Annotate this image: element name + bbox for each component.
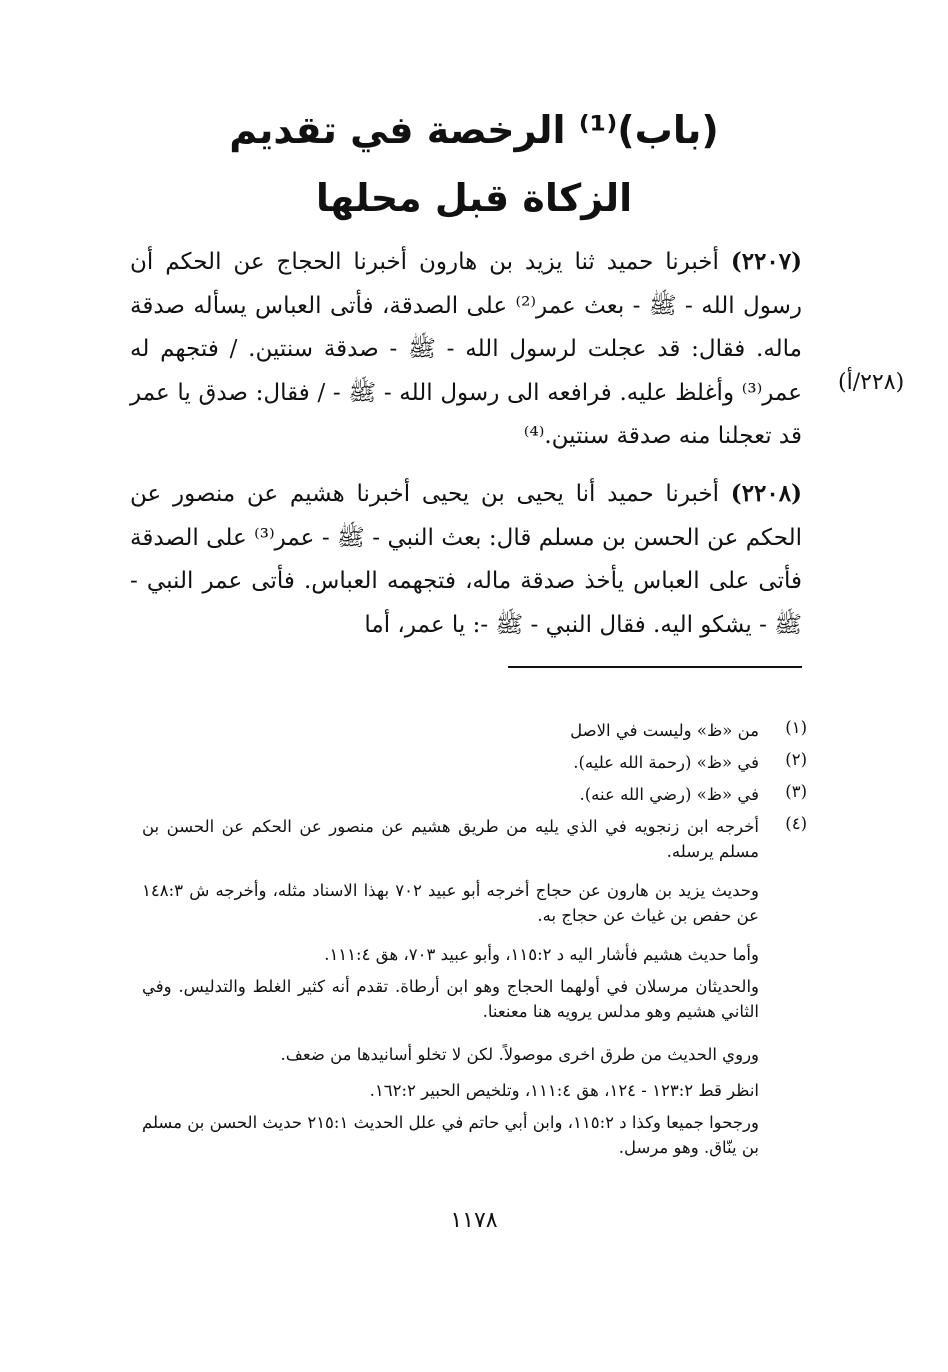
footnote-4	[142, 814, 807, 864]
footnote-4-paragraph: والحديثان مرسلان في أولهما الحجاج وهو ابن أرطاة. تقدم أنه كثير الغلط والتدليس. وفي الثاني هشيم وهو مدلس يرويه هنا معنعنا.	[142, 977, 759, 1021]
hadith-paragraph-2208	[130, 472, 802, 647]
footnote-4-paragraph: وروي الحديث من طرق اخرى موصولاً. لكن لا تخلو أسانيدها من ضعف.	[280, 1045, 759, 1064]
hadith-number: (٢٢٠٨)	[730, 480, 802, 507]
footnote-3	[142, 782, 807, 807]
footnote-text: من «ظ» وليست في الاصل	[570, 721, 759, 740]
chapter-title-line-1: (باب)⁽¹⁾ الرخصة في تقديم	[229, 108, 719, 152]
footnote-text: أخرجه ابن زنجويه في الذي يليه من طريق هشيم عن منصور عن الحكم عن الحسن بن مسلم يرسله.	[142, 817, 759, 861]
chapter-title-line-2: الزكاة قبل محلها	[315, 176, 633, 220]
footnote-number: (٣)	[785, 782, 807, 801]
footnote-number: (١)	[785, 718, 807, 737]
footnote-4-paragraph: انظر قط ١٢٣:٢ - ١٢٤، هق ١١١:٤، وتلخيص الحبير ١٦٢:٢.	[369, 1081, 759, 1100]
hadith-text: أخبرنا حميد ثنا يزيد بن هارون أخبرنا الحجاج عن الحكم أن رسول الله - ﷺ - بعث عمر⁽²⁾ على الصدقة، فأتى العباس يسأله صدقة ماله. فقال: قد عجلت لرسول الله - ﷺ - صدقة سنتين. / فتجهم له عمر⁽³⁾ وأغلظ عليه. فرافعه الى رسول الله - ﷺ - / فقال: صدق يا عمر قد تعجلنا منه صدقة سنتين.⁽⁴⁾	[130, 249, 802, 449]
hadith-paragraph-2207	[130, 240, 802, 459]
footnote-2	[142, 750, 807, 775]
footnote-1	[142, 718, 807, 743]
page-number: ١١٧٨	[450, 1208, 498, 1233]
footnote-text: في «ظ» (رضي الله عنه).	[579, 785, 759, 804]
footnote-text: في «ظ» (رحمة الله عليه).	[573, 753, 759, 772]
hadith-number: (٢٢٠٧)	[730, 248, 803, 275]
footnote-4-paragraph: وأما حديث هشيم فأشار اليه د ١١٥:٢، وأبو عبيد ٧٠٣، هق ١١١:٤.	[324, 945, 759, 964]
footnote-4-paragraph: ورجحوا جميعا وكذا د ١١٥:٢، وابن أبي حاتم في علل الحديث ٢١٥:١ حديث الحسن بن مسلم بن ينّاق. وهو مرسل.	[141, 1113, 759, 1157]
hadith-text: أخبرنا حميد أنا يحيى بن يحيى أخبرنا هشيم عن منصور عن الحكم عن الحسن بن مسلم قال: بعث النبي - ﷺ - عمر⁽³⁾ على الصدقة فأتى على العباس يأخذ صدقة ماله، فتجهمه العباس. فأتى عمر النبي - ﷺ - يشكو اليه. فقال النبي - ﷺ -: يا عمر، أما	[130, 481, 802, 638]
footnote-divider	[508, 666, 802, 668]
footnote-number: (٢)	[785, 750, 807, 769]
manuscript-folio-marker: (٢٢٨/أ)	[838, 370, 905, 395]
footnote-number: (٤)	[785, 814, 807, 833]
footnote-4-paragraph: وحديث يزيد بن هارون عن حجاج أخرجه أبو عبيد ٧٠٢ بهذا الاسناد مثله، وأخرجه ش ١٤٨:٣ عن حفص بن غياث عن حجاج به.	[142, 881, 759, 925]
